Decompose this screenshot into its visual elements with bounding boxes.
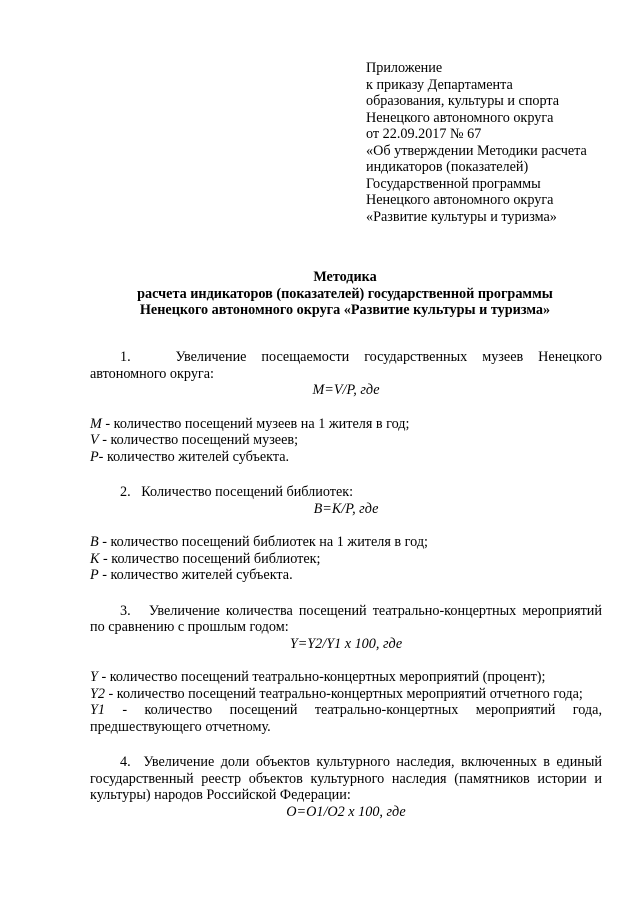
appendix-line: Ненецкого автономного округа bbox=[366, 192, 554, 208]
definition-text: - количество жителей субъекта. bbox=[98, 567, 293, 583]
appendix-line: Приложение bbox=[366, 60, 443, 76]
symbol: Y2 bbox=[90, 685, 105, 702]
formula: M=V/P, где bbox=[312, 382, 380, 398]
document-title bbox=[90, 269, 600, 319]
symbol: Y1 bbox=[90, 702, 105, 718]
formula: O=O1/O2 x 100, где bbox=[286, 803, 406, 820]
title-line: Ненецкого автономного округа «Развитие культуры и туризма» bbox=[139, 302, 551, 318]
symbol: P bbox=[90, 448, 99, 465]
appendix-line: Государственной программы bbox=[366, 175, 541, 192]
definition-text: - количество посещений театрально-концертных мероприятий (процент); bbox=[97, 669, 546, 685]
definition-text: - количество посещений библиотек; bbox=[99, 550, 321, 567]
definition bbox=[90, 449, 602, 466]
definition-text: - количество посещений библиотек на 1 жителя в год; bbox=[98, 534, 428, 550]
title-line: расчета индикаторов (показателей) государственной программы bbox=[137, 285, 553, 302]
definition bbox=[90, 416, 602, 433]
symbol: P bbox=[90, 567, 99, 583]
definition-text: - количество жителей субъекта. bbox=[98, 448, 290, 465]
symbol: V bbox=[90, 432, 99, 448]
section-heading: 2. Количество посещений библиотек: bbox=[120, 484, 354, 500]
definition bbox=[90, 567, 602, 584]
symbol: K bbox=[90, 550, 100, 567]
definition bbox=[90, 686, 602, 703]
appendix-line: «Развитие культуры и туризма» bbox=[366, 208, 557, 225]
section-heading: 1. Увеличение посещаемости государственных музеев Ненецкого автономного округа: bbox=[90, 349, 602, 382]
section-heading: 3. Увеличение количества посещений театрально-концертных мероприятий по сравнению с прошлым годом: bbox=[90, 602, 602, 635]
definition-text: - количество посещений музеев; bbox=[98, 432, 299, 448]
appendix-line: Ненецкого автономного округа bbox=[366, 109, 554, 126]
appendix-block bbox=[366, 60, 626, 225]
formula: Y=Y2/Y1 x 100, где bbox=[289, 635, 403, 652]
definition-text: - количество посещений театрально-концертных мероприятий отчетного года; bbox=[104, 685, 583, 702]
symbol: B bbox=[90, 534, 99, 550]
section-heading: 4. Увеличение доли объектов культурного наследия, включенных в единый государственный реестр объектов культурного наследия (памятников истории и культуры) народов Российской Федерации: bbox=[90, 754, 602, 803]
appendix-line: к приказу Департамента bbox=[366, 76, 513, 93]
document-body bbox=[90, 349, 602, 820]
symbol: M bbox=[90, 415, 102, 432]
formula: B=K/P, где bbox=[313, 500, 379, 517]
definition bbox=[90, 551, 602, 568]
definition bbox=[90, 702, 602, 735]
definition bbox=[90, 669, 602, 686]
symbol: Y bbox=[90, 669, 98, 685]
title-line: Методика bbox=[313, 269, 377, 285]
definition-text: - количество посещений музеев на 1 жителя в год; bbox=[101, 415, 410, 432]
appendix-line: «Об утверждении Методики расчета bbox=[366, 142, 587, 159]
definition bbox=[90, 432, 602, 449]
appendix-line: от 22.09.2017 № 67 bbox=[366, 126, 482, 142]
appendix-line: образования, культуры и спорта bbox=[366, 93, 560, 109]
definition-text: - количество посещений театрально-концертных мероприятий года, предшествующего отчетному. bbox=[90, 702, 602, 735]
appendix-line: индикаторов (показателей) bbox=[366, 159, 529, 175]
definition bbox=[90, 534, 602, 551]
